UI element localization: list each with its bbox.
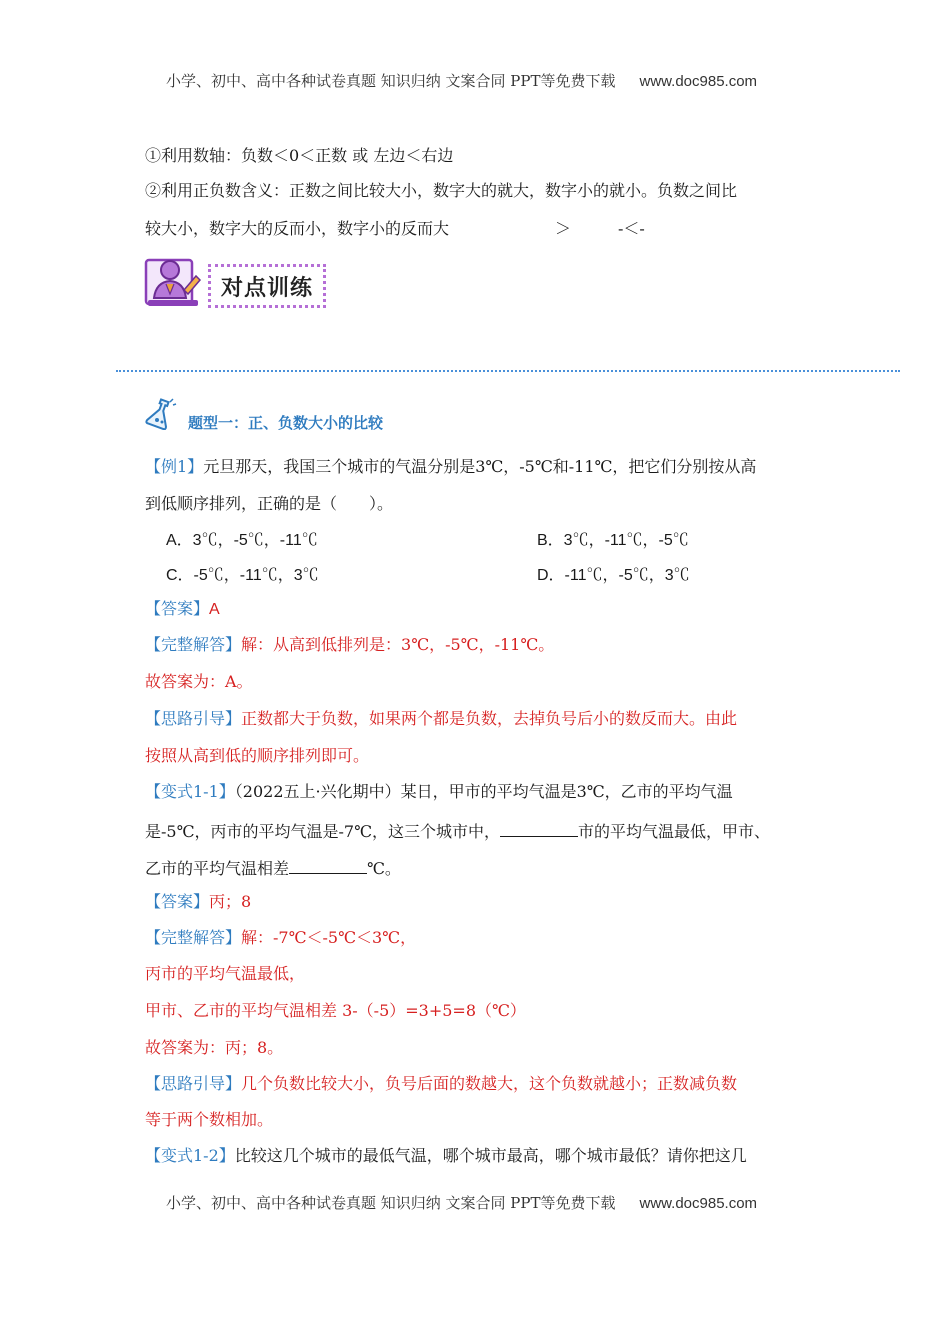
- variant1-solution-line3: 甲市、乙市的平均气温相差 3-（-5）=3+5=8（℃）: [145, 1001, 526, 1020]
- training-label-box: [208, 264, 326, 308]
- header-text: 小学、初中、高中各种试卷真题 知识归纳 文案合同 PPT等免费下载: [166, 72, 616, 90]
- example1-hint-line1: 正数都大于负数，如果两个都是负数，去掉负号后小的数反而大。由此: [241, 709, 738, 728]
- intro-line-1: ①利用数轴：负数＜0＜正数 或 左边＜右边: [145, 146, 454, 165]
- variant1-tag: 【变式1-1】: [145, 782, 235, 801]
- intro-symbol-greater: ＞: [555, 219, 572, 238]
- variant1-answer-value: 丙；8: [209, 892, 252, 911]
- variant1-hint-tag: 【思路引导】: [145, 1074, 242, 1093]
- page-header: [166, 70, 757, 91]
- variant1-answer-tag: 【答案】: [145, 892, 210, 911]
- variant1-hint-line1: 几个负数比较大小，负号后面的数越大，这个负数就越小；正数减负数: [241, 1074, 738, 1093]
- example1-answer-value: A: [209, 601, 220, 618]
- training-label: 对点训练: [220, 275, 313, 301]
- variant1-blank2[interactable]: [289, 857, 367, 874]
- intro-symbol-less: -＜-: [618, 219, 645, 238]
- variant2-question-line1: [145, 1146, 747, 1166]
- example1-option-a: A．3℃，-5℃，-11℃: [166, 532, 318, 549]
- variant1-q3a: 乙市的平均气温相差: [145, 859, 290, 878]
- variant1-q2a: 是-5℃，丙市的平均气温是-7℃，这三个城市中，: [145, 822, 500, 841]
- intro-line-2: ②利用正负数含义：正数之间比较大小，数字大的就大，数字小的就小。负数之间比: [145, 181, 738, 200]
- variant1-solution-line1: 解：-7℃＜-5℃＜3℃，: [241, 928, 417, 947]
- variant1-hint-line2: 等于两个数相加。: [145, 1110, 274, 1129]
- footer-text: 小学、初中、高中各种试卷真题 知识归纳 文案合同 PPT等免费下载: [166, 1194, 616, 1212]
- example1-option-c: C．-5℃，-11℃，3℃: [166, 567, 319, 584]
- example1-option-d: D．-11℃，-5℃，3℃: [537, 567, 690, 584]
- variant1-hint: [145, 1074, 737, 1094]
- variant1-q1: （2022五上·兴化期中）某日，甲市的平均气温是3℃，乙市的平均气温: [234, 782, 733, 801]
- example1-option-b: B．3℃，-11℃，-5℃: [537, 532, 689, 549]
- variant2-tag: 【变式1-2】: [145, 1146, 235, 1165]
- variant1-solution: [145, 928, 416, 948]
- variant1-solution-line4: 故答案为：丙；8。: [145, 1038, 284, 1057]
- example1-q2: 到低顺序排列，正确的是（ ）。: [145, 494, 394, 513]
- example1-solution-line1: 解：从高到低排列是：3℃，-5℃，-11℃。: [241, 635, 555, 654]
- example1-hint-tag: 【思路引导】: [145, 709, 242, 728]
- variant1-question-line2: [145, 820, 770, 842]
- variant1-solution-line2: 丙市的平均气温最低，: [145, 964, 306, 983]
- example1-answer: [145, 599, 220, 620]
- section-divider: [116, 370, 900, 372]
- variant1-answer: [145, 892, 251, 912]
- header-url[interactable]: www.doc985.com: [639, 73, 758, 90]
- example1-tag: 【例1】: [145, 457, 204, 476]
- variant2-q1: 比较这几个城市的最低气温，哪个城市最高，哪个城市最低？请你把这几: [234, 1146, 747, 1165]
- intro-line-3: 较大小，数字大的反而小，数字小的反而大: [145, 219, 450, 238]
- teacher-icon: [144, 254, 204, 310]
- footer-url[interactable]: www.doc985.com: [639, 1195, 758, 1212]
- page-footer: [166, 1192, 757, 1213]
- question-type-title: 题型一：正、负数大小的比较: [188, 414, 384, 432]
- example1-question-line1: [145, 457, 756, 477]
- example1-hint-line2: 按照从高到低的顺序排列即可。: [145, 746, 370, 765]
- flask-icon: [142, 396, 178, 430]
- variant1-solution-tag: 【完整解答】: [145, 928, 242, 947]
- example1-solution-line2: 故答案为：A。: [145, 672, 253, 691]
- variant1-blank1[interactable]: [500, 820, 578, 837]
- example1-q1: 元旦那天，我国三个城市的气温分别是3℃，-5℃和-11℃，把它们分别按从高: [203, 457, 757, 476]
- variant1-q2b: 市的平均气温最低，甲市、: [577, 822, 770, 841]
- example1-hint: [145, 709, 737, 729]
- variant1-question-line3: [145, 857, 401, 879]
- variant1-question-line1: [145, 782, 733, 802]
- variant1-q3b: ℃。: [367, 859, 401, 878]
- example1-answer-tag: 【答案】: [145, 599, 210, 618]
- example1-solution: [145, 635, 554, 655]
- example1-solution-tag: 【完整解答】: [145, 635, 242, 654]
